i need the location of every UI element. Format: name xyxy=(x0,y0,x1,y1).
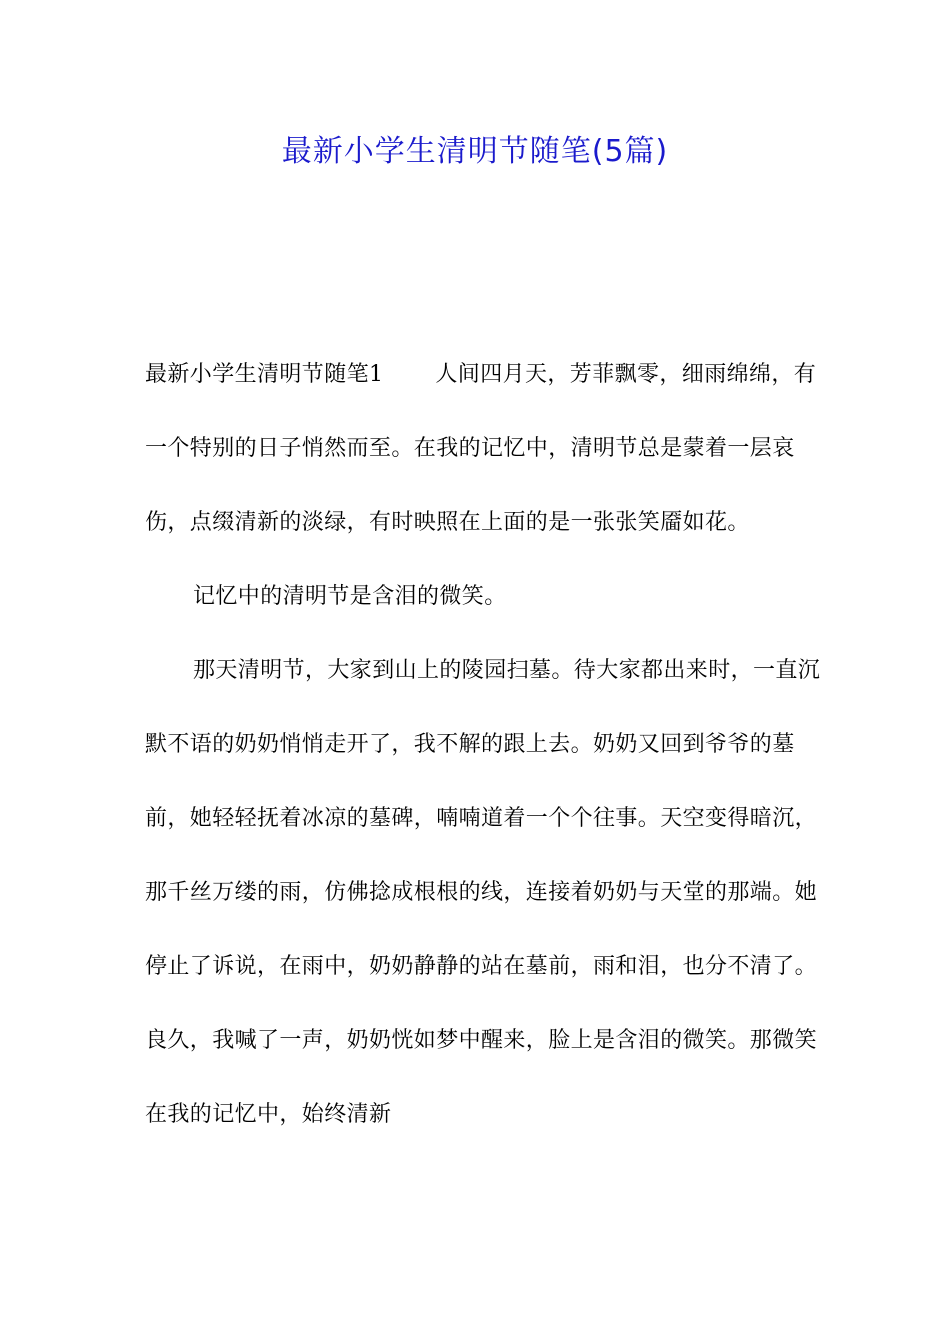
paragraph-1 xyxy=(145,338,825,560)
section-label: 最新小学生清明节随笔1 xyxy=(145,362,384,387)
paragraph-3: 那天清明节，大家到山上的陵园扫墓。待大家都出来时，一直沉默不语的奶奶悄悄走开了，我不解的跟上去。奶奶又回到爷爷的墓前，她轻轻抚着冰凉的墓碑，喃喃道着一个个往事。天空变得暗沉，那千丝万缕的雨，仿佛捻成根根的线，连接着奶奶与天堂的那端。她停止了诉说，在雨中，奶奶静静的站在墓前，雨和泪，也分不清了。良久，我喊了一声，奶奶恍如梦中醒来，脸上是含泪的微笑。那微笑在我的记忆中，始终清新 xyxy=(145,658,821,1127)
document-title: 最新小学生清明节随笔(5篇) xyxy=(281,134,669,169)
paragraph-2: 记忆中的清明节是含泪的微笑。 xyxy=(193,584,507,609)
document-body xyxy=(145,338,825,1152)
paragraph-1-text: 人间四月天，芳菲飘零，细雨绵绵，有一个特别的日子悄然而至。在我的记忆中，清明节总是蒙着一层哀伤，点缀清新的淡绿，有时映照在上面的是一张张笑靥如花。 xyxy=(145,362,817,535)
